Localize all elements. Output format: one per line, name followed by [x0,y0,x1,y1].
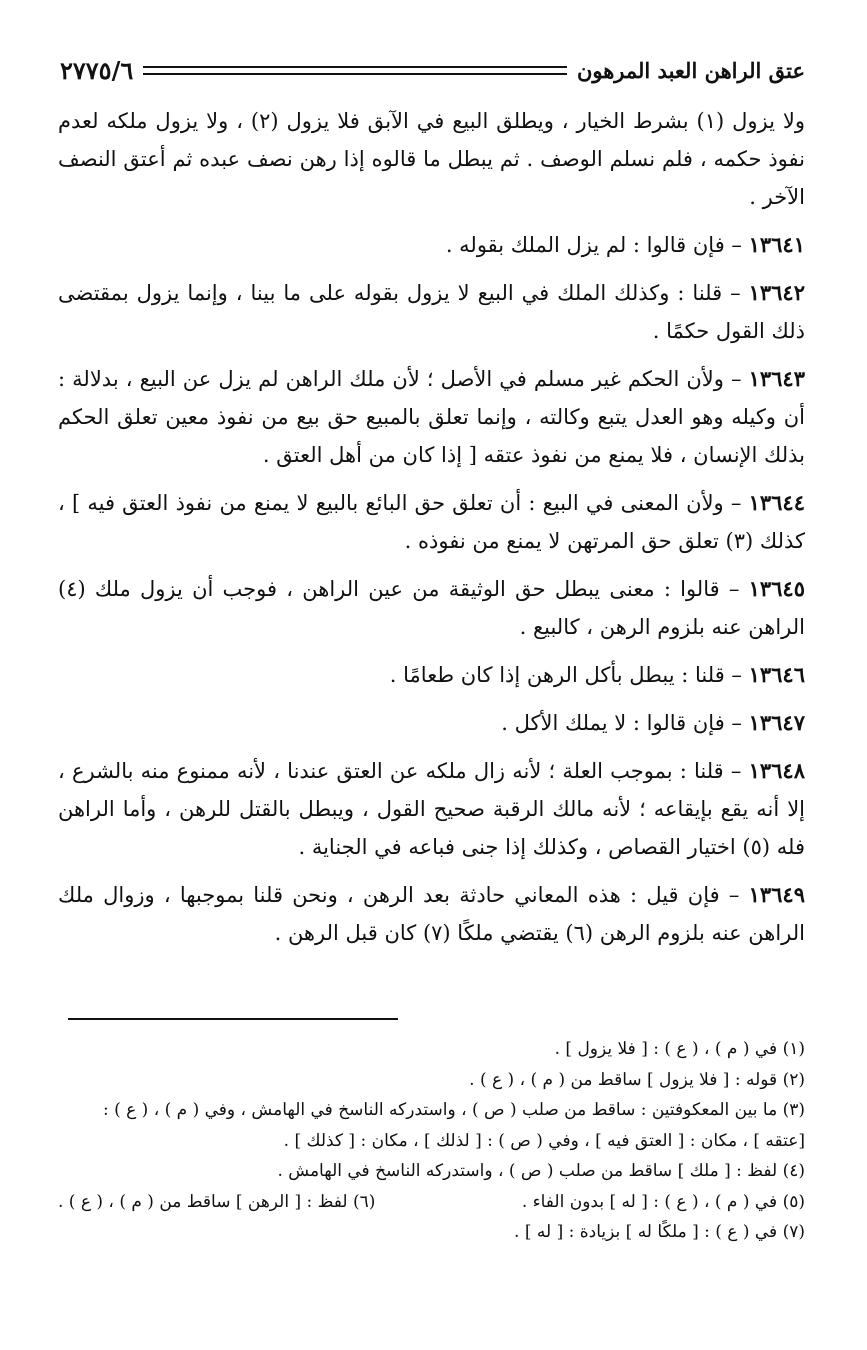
footnote: (١) في ( م ) ، ( ع ) : [ فلا يزول ] . [554,1039,805,1059]
paragraph [58,484,805,560]
paragraph-text: – قالوا : معنى يبطل حق الوثيقة من عين الراهن ، فوجب أن يزول ملك (٤) الراهن عنه بلزوم الرهن ، كالبيع . [58,577,805,639]
running-header [60,50,805,90]
footnote: (٧) في ( ع ) : [ ملكًا له ] بزيادة : [ له ] . [514,1222,805,1242]
paragraph [58,656,805,694]
paragraph-number: ١٣٦٤٦ [748,662,805,687]
paragraph [58,226,805,264]
paragraph-text: – ولأن الحكم غير مسلم في الأصل ؛ لأن ملك الراهن لم يزل عن البيع ، بدلالة : أن وكيله وهو العدل يتبع وكالته ، وإنما تعلق بالمبيع حق بيع من نفوذ معين تعلق الحكم بذلك الإنسان ، فلا يمنع من نفوذ عتقه [ إذا كان من أهل العتق . [58,367,805,467]
paragraph [58,570,805,646]
footnote: (٣) ما بين المعكوفتين : ساقط من صلب ( ص ) ، واستدركه الناسخ في الهامش ، وفي ( م ) ، ( ع ) : [عتقه ] ، مكان : [ العتق فيه ] ، وفي ( ص ) : [ لذلك ] ، مكان : [ كذلك ] . [102,1100,805,1151]
header-double-rule [143,66,567,75]
paragraph-number: ١٣٦٤٣ [748,366,805,391]
paragraph-number: ١٣٦٤٤ [748,490,805,515]
paragraph-number: ١٣٦٤١ [748,232,805,257]
footnote-separator [68,1018,398,1020]
paragraph-number: ١٣٦٤٩ [748,882,805,907]
footnote-row [58,1187,805,1218]
page-number: ٢٧٧٥/٦ [60,55,134,85]
paragraph-text: ولا يزول (١) بشرط الخيار ، ويطلق البيع في الآبق فلا يزول (٢) ، ولا يزول ملكه لعدم نفوذ حكمه ، فلم نسلم الوصف . ثم يبطل ما قالوه إذا رهن نصف عبده ثم أعتق النصف الآخر . [58,109,805,209]
footnote: (٦) لفظ : [ الرهن ] ساقط من ( م ) ، ( ع ) . [58,1191,376,1212]
paragraph-number: ١٣٦٤٢ [748,280,805,305]
chapter-title: عتق الراهن العبد المرهون [576,57,805,83]
paragraph [58,102,805,216]
paragraph [58,360,805,474]
main-text [58,102,805,962]
paragraph-number: ١٣٦٤٥ [748,576,805,601]
paragraph [58,704,805,742]
paragraph [58,876,805,952]
paragraph-text: – قلنا : بموجب العلة ؛ لأنه زال ملكه عن العتق عندنا ، لأنه ممنوع منه بالشرع ، إلا أنه يقع بإيقاعه ؛ لأنه مالك الرقبة صحيح القول ، ويبطل بالقتل للرهن ، وأما الراهن فله (٥) اختيار القصاص ، وكذلك إذا جنى فباعه في الجناية . [58,759,805,859]
footnote: (٢) قوله : [ فلا يزول ] ساقط من ( م ) ، ( ع ) . [469,1069,805,1090]
paragraph-number: ١٣٦٤٧ [748,710,805,735]
paragraph [58,274,805,350]
paragraph-text: – قلنا : وكذلك الملك في البيع لا يزول بقوله على ما بينا ، وإنما يزول بمقتضى ذلك القول حكمًا . [58,281,805,343]
paragraph [58,752,805,866]
paragraph-number: ١٣٦٤٨ [748,758,805,783]
footnotes [58,1034,805,1248]
footnote: (٤) لفظ : [ ملك ] ساقط من صلب ( ص ) ، واستدركه الناسخ في الهامش . [277,1161,805,1181]
paragraph-text: – فإن قالوا : لم يزل الملك بقوله . [445,233,749,257]
paragraph-text: – قلنا : يبطل بأكل الرهن إذا كان طعامًا . [389,663,749,687]
footnote: (٥) في ( م ) ، ( ع ) : [ له ] بدون الفاء . [521,1191,805,1212]
paragraph-text: – ولأن المعنى في البيع : أن تعلق حق البائع بالبيع لا يمنع من نفوذ العتق فيه ] ، كذلك (٣) تعلق حق المرتهن لا يمنع من نفوذه . [58,491,805,553]
paragraph-text: – فإن قيل : هذه المعاني حادثة بعد الرهن ، ونحن قلنا بموجبها ، وزوال ملك الراهن عنه بلزوم الرهن (٦) يقتضي ملكًا (٧) كان قبل الرهن . [58,883,805,945]
paragraph-text: – فإن قالوا : لا يملك الأكل . [501,711,749,735]
